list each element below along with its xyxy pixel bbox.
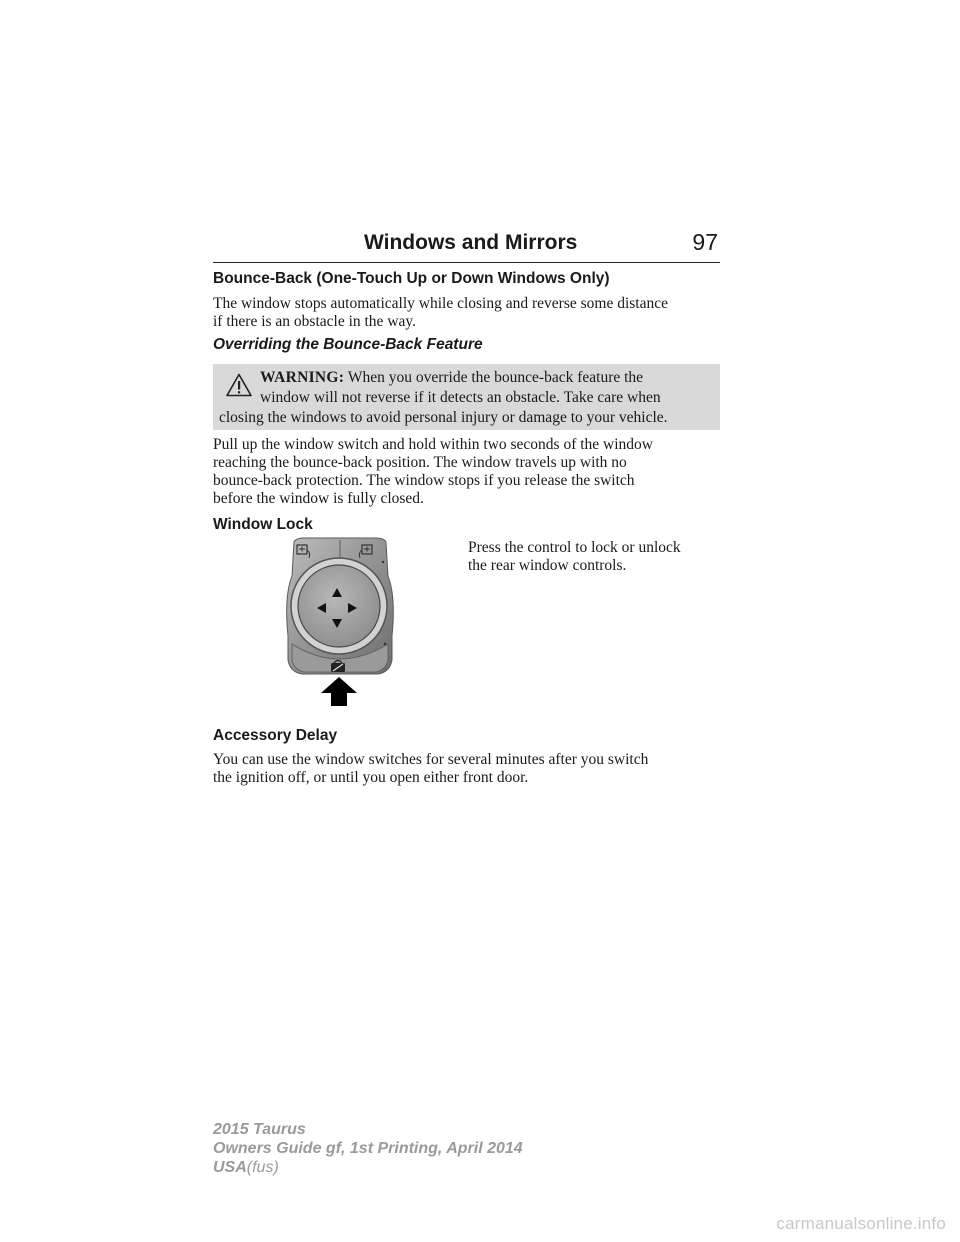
warning-text: When you override the bounce-back feature the — [347, 369, 644, 386]
footer-printing: Owners Guide gf, 1st Printing, April 2014 — [213, 1140, 523, 1157]
bounce-back-text — [213, 295, 668, 331]
window-lock-control-icon — [284, 536, 396, 706]
text-line: Press the control to lock or unlock — [468, 539, 681, 556]
warning-line — [260, 369, 643, 387]
window-lock-heading: Window Lock — [213, 516, 313, 533]
text-line: bounce-back protection. The window stops if you release the switch — [213, 472, 635, 489]
footer-region — [213, 1158, 523, 1177]
text-line: You can use the window switches for several minutes after you switch — [213, 751, 649, 768]
override-text — [213, 436, 653, 508]
warning-text: window will not reverse if it detects an obstacle. Take care when — [260, 389, 661, 406]
override-heading: Overriding the Bounce-Back Feature — [213, 336, 483, 353]
warning-text: closing the windows to avoid personal injury or damage to your vehicle. — [219, 409, 668, 426]
text-line: if there is an obstacle in the way. — [213, 313, 417, 330]
text-line: reaching the bounce-back position. The window travels up with no — [213, 454, 627, 471]
warning-label: WARNING: — [260, 369, 345, 386]
warning-triangle-icon — [226, 373, 252, 397]
footer-country: USA — [213, 1159, 247, 1176]
section-title: Windows and Mirrors — [364, 231, 578, 254]
accessory-delay-heading: Accessory Delay — [213, 727, 338, 744]
footer-model: 2015 Taurus — [213, 1121, 306, 1138]
watermark: carmanualsonline.info — [776, 1214, 946, 1233]
accessory-delay-text — [213, 751, 648, 787]
window-lock-text — [468, 539, 681, 575]
bounce-back-heading: Bounce-Back (One-Touch Up or Down Windows Only) — [213, 270, 610, 287]
arrow-up-icon — [321, 677, 357, 706]
page-number: 97 — [692, 229, 718, 255]
footer — [213, 1120, 523, 1177]
text-line: the rear window controls. — [468, 557, 627, 574]
footer-code: (fus) — [246, 1159, 279, 1176]
text-line: Pull up the window switch and hold within two seconds of the window — [213, 436, 653, 453]
text-line: The window stops automatically while closing and reverse some distance — [213, 295, 668, 312]
text-line: before the window is fully closed. — [213, 490, 424, 507]
text-line: the ignition off, or until you open either front door. — [213, 769, 529, 786]
warning-box — [213, 364, 720, 430]
page-header — [213, 228, 720, 263]
